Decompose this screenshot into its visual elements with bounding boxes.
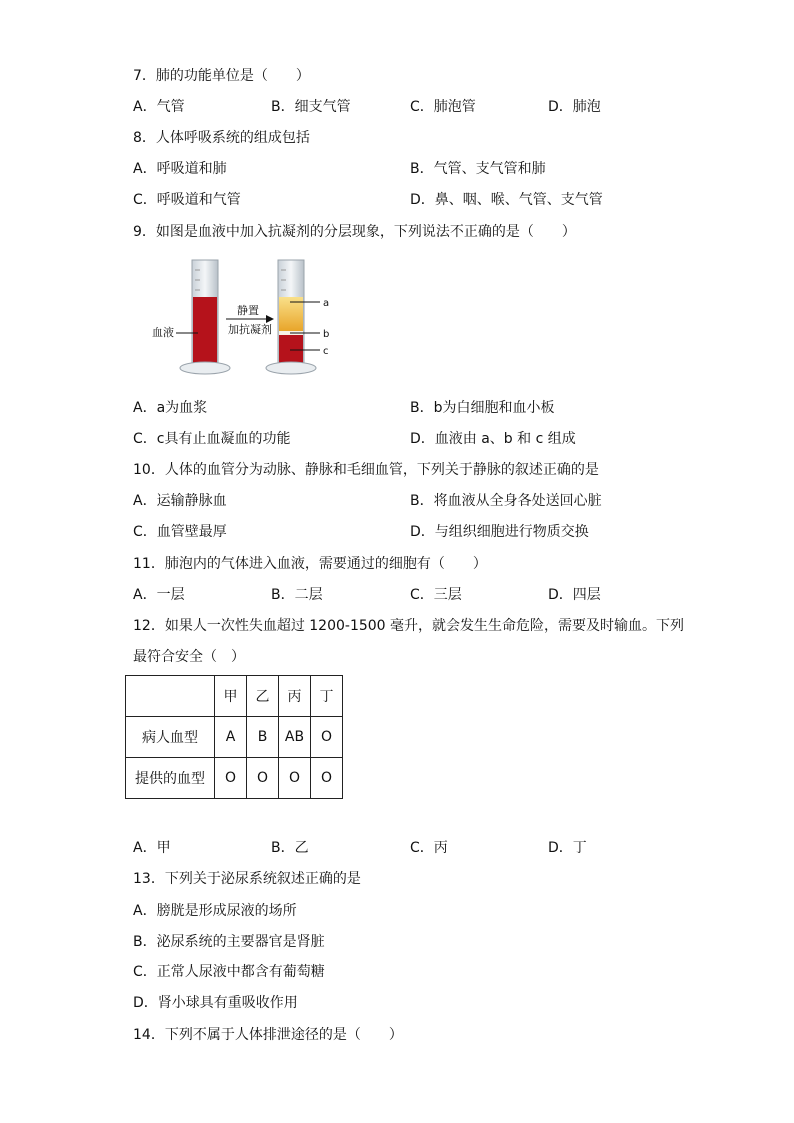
q9-option-b: B．b为白细胞和血小板 <box>410 400 555 416</box>
table-header-cell: 甲 <box>215 676 247 717</box>
q13-option-b: B．泌尿系统的主要器官是肾脏 <box>133 934 325 950</box>
q8-stem: 8．人体呼吸系统的组成包括 <box>133 130 310 146</box>
q12-option-a: A．甲 <box>133 840 171 856</box>
q13-option-a: A．膀胱是形成尿液的场所 <box>133 903 297 919</box>
q12-option-b: B．乙 <box>271 840 309 856</box>
q10-option-a: A．运输静脉血 <box>133 493 227 509</box>
left-label-blood: 血液 <box>152 326 174 339</box>
q7-stem: 7．肺的功能单位是（ ） <box>133 68 310 84</box>
q10-option-b: B．将血液从全身各处送回心脏 <box>410 493 602 509</box>
q8-option-d: D．鼻、咽、喉、气管、支气管 <box>410 192 603 208</box>
left-cylinder <box>180 260 230 374</box>
q10-option-c: C．血管壁最厚 <box>133 524 227 540</box>
table-row-label: 病人血型 <box>126 717 215 758</box>
table-header-cell: 丙 <box>279 676 311 717</box>
table-cell: B <box>247 717 279 758</box>
label-a: a <box>323 298 330 309</box>
label-c: c <box>323 346 329 357</box>
q8-option-a: A．呼吸道和肺 <box>133 161 227 177</box>
q7-option-a: A．气管 <box>133 99 185 115</box>
q10-stem: 10．人体的血管分为动脉、静脉和毛细血管，下列关于静脉的叙述正确的是 <box>133 462 599 478</box>
table-cell: O <box>311 758 343 799</box>
label-b: b <box>323 329 330 340</box>
right-cylinder <box>266 260 316 374</box>
q7-option-d: D．肺泡 <box>548 99 601 115</box>
arrow-label-top: 静置 <box>237 304 259 317</box>
table-cell: O <box>215 758 247 799</box>
table-header-row <box>126 676 343 717</box>
q10-option-d: D．与组织细胞进行物质交换 <box>410 524 589 540</box>
arrow-label-bottom: 加抗凝剂 <box>228 323 272 336</box>
blood-layer-figure <box>140 255 350 380</box>
q11-option-c: C．三层 <box>410 587 462 603</box>
q11-stem: 11．肺泡内的气体进入血液，需要通过的细胞有（ ） <box>133 556 487 572</box>
table-row-label: 提供的血型 <box>126 758 215 799</box>
q9-stem: 9．如图是血液中加入抗凝剂的分层现象，下列说法不正确的是（ ） <box>133 224 576 240</box>
table-row <box>126 758 343 799</box>
q7-option-c: C．肺泡管 <box>410 99 476 115</box>
q11-option-a: A．一层 <box>133 587 185 603</box>
table-header-cell: 丁 <box>311 676 343 717</box>
q9-option-d: D．血液由 a、b 和 c 组成 <box>410 431 576 447</box>
q12-stem-line2: 最符合安全（ ） <box>133 649 245 665</box>
q14-stem: 14．下列不属于人体排泄途径的是（ ） <box>133 1027 403 1043</box>
q9-option-a: A．a为血浆 <box>133 400 208 416</box>
q7-option-b: B．细支气管 <box>271 99 351 115</box>
blood-type-table <box>125 675 343 799</box>
q8-option-b: B．气管、支气管和肺 <box>410 161 546 177</box>
q11-option-b: B．二层 <box>271 587 323 603</box>
q13-option-c: C．正常人尿液中都含有葡萄糖 <box>133 964 325 980</box>
q13-stem: 13．下列关于泌尿系统叙述正确的是 <box>133 871 361 887</box>
table-row <box>126 717 343 758</box>
table-header-cell: 乙 <box>247 676 279 717</box>
table-cell: AB <box>279 717 311 758</box>
table-cell: O <box>247 758 279 799</box>
q11-option-d: D．四层 <box>548 587 601 603</box>
q12-stem-line1: 12．如果人一次性失血超过 1200-1500 毫升，就会发生生命危险，需要及时输血。下列 <box>133 618 685 634</box>
q9-option-c: C．c具有止血凝血的功能 <box>133 431 291 447</box>
table-cell: A <box>215 717 247 758</box>
table-cell: O <box>279 758 311 799</box>
q8-option-c: C．呼吸道和气管 <box>133 192 241 208</box>
table-cell: O <box>311 717 343 758</box>
q12-option-d: D．丁 <box>548 840 587 856</box>
q12-option-c: C．丙 <box>410 840 448 856</box>
table-header-cell <box>126 676 215 717</box>
q13-option-d: D．肾小球具有重吸收作用 <box>133 995 298 1011</box>
